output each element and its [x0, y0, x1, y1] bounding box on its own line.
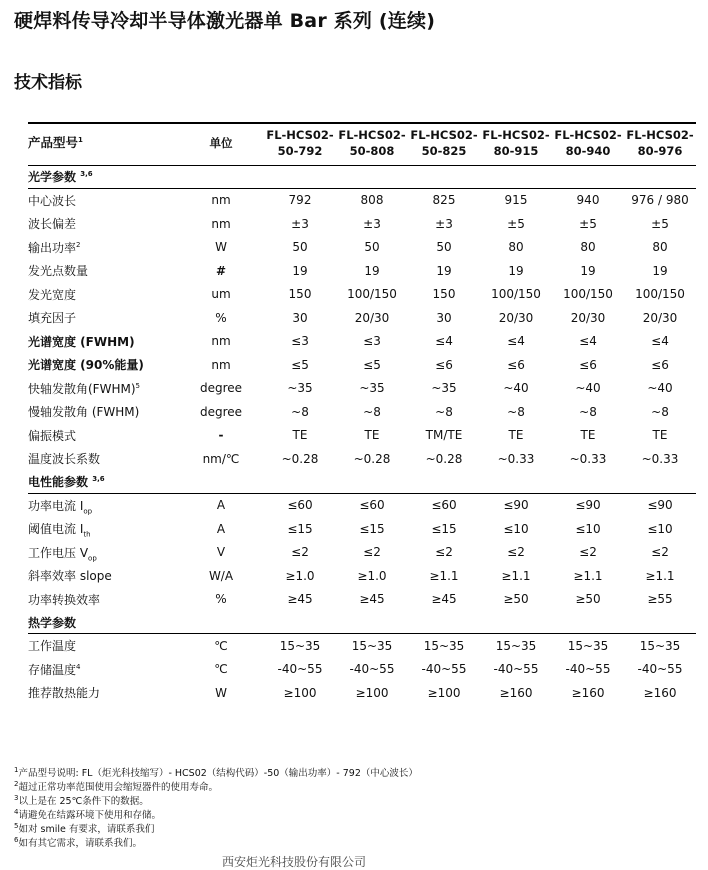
footnote [14, 837, 418, 851]
value-cell: 20/30 [570, 310, 606, 325]
value-cell: ~8 [651, 404, 669, 419]
value-cell: 19 [364, 263, 380, 278]
param-label-text: 输出功率 [28, 240, 77, 255]
param-label [28, 353, 178, 377]
unit-cell: nm [211, 334, 231, 349]
value-cell: 19 [580, 263, 596, 278]
table-row [28, 517, 696, 541]
unit-cell: ℃ [214, 662, 228, 677]
group-header-row [28, 471, 696, 494]
value-cell: ≤5 [363, 357, 381, 372]
group-label-text: 热学参数 [28, 615, 77, 630]
param-label-text: 阈值电流 I [28, 522, 84, 537]
model-line2: 50-825 [421, 144, 467, 159]
value-cell: ≤6 [651, 357, 669, 372]
page-title: 硬焊料传导冷却半导体激光器单 Bar 系列 (连续) [14, 10, 436, 32]
value-cell: ~40 [647, 381, 673, 396]
value-cell: ≤4 [435, 334, 453, 349]
table-row [28, 564, 696, 588]
value-cell: 100/150 [347, 287, 397, 302]
param-label [28, 681, 178, 705]
value-cell: 80 [580, 240, 596, 255]
unit-cell: degree [199, 404, 243, 419]
param-label [28, 259, 178, 283]
table-row [28, 424, 696, 448]
value-cell: 30 [436, 310, 452, 325]
unit-cell: nm/℃ [202, 451, 240, 466]
param-label-text: 推荐散热能力 [28, 686, 101, 701]
value-cell: ≤90 [503, 498, 529, 513]
unit-cell: % [215, 592, 227, 607]
footnote-number: 6 [14, 835, 19, 844]
value-cell: -40~55 [277, 662, 323, 677]
footnote-number: 1 [14, 765, 19, 774]
header-unit: 单位 [209, 136, 233, 151]
model-line2: 80-915 [493, 144, 539, 159]
unit-cell: A [216, 521, 226, 536]
footnote [14, 823, 418, 837]
footnote [14, 795, 418, 809]
value-cell: 940 [576, 193, 600, 208]
value-cell: TE [652, 428, 668, 443]
unit-cell: V [216, 545, 226, 560]
value-cell: 15~35 [495, 638, 537, 653]
value-cell: 19 [652, 263, 668, 278]
value-cell: ±3 [435, 216, 453, 231]
value-cell: TE [364, 428, 380, 443]
param-label-text: 发光宽度 [28, 287, 77, 302]
value-cell: 792 [288, 193, 312, 208]
value-cell: ≤6 [579, 357, 597, 372]
table-row [28, 377, 696, 401]
spec-table-body [28, 165, 696, 705]
footnote-text: 产品型号说明: FL（炬光科技缩写）- HCS02（结构代码）-50（输出功率）- 792（中心波长） [18, 768, 418, 779]
header-model-4 [480, 123, 552, 165]
value-cell: 15~35 [279, 638, 321, 653]
value-cell: ≤2 [435, 545, 453, 560]
param-label [28, 493, 178, 517]
group-footnote: 3,6 [92, 475, 105, 483]
model-line1: FL-HCS02- [338, 128, 406, 143]
value-cell: ≥45 [431, 592, 457, 607]
header-row [28, 123, 696, 165]
value-cell: 50 [292, 240, 308, 255]
footnote-number: 2 [14, 779, 19, 788]
value-cell: ~8 [363, 404, 381, 419]
param-label [28, 306, 178, 330]
value-cell: 150 [432, 287, 456, 302]
value-cell: ≥160 [499, 685, 533, 700]
spec-table [28, 122, 696, 705]
value-cell: ≥1.0 [357, 568, 387, 583]
param-label [28, 400, 178, 424]
value-cell: ±5 [651, 216, 669, 231]
group-header-row [28, 611, 696, 634]
value-cell: ≥50 [503, 592, 529, 607]
value-cell: ≤60 [431, 498, 457, 513]
value-cell: ±5 [579, 216, 597, 231]
table-row [28, 259, 696, 283]
model-line2: 80-940 [565, 144, 611, 159]
table-row [28, 541, 696, 565]
footnote-text: 以上是在 25℃条件下的数据。 [18, 796, 149, 807]
value-cell: ≤15 [431, 521, 457, 536]
value-cell: -40~55 [421, 662, 467, 677]
value-cell: ≤2 [579, 545, 597, 560]
group-label [28, 165, 696, 188]
unit-cell: um [211, 287, 231, 302]
value-cell: 100/150 [635, 287, 685, 302]
param-label-text: 慢轴发散角 (FWHM) [28, 405, 140, 420]
value-cell: ≥1.1 [501, 568, 531, 583]
value-cell: ~35 [359, 381, 385, 396]
value-cell: 20/30 [354, 310, 390, 325]
footnote-number: 5 [14, 821, 19, 830]
value-cell: 20/30 [642, 310, 678, 325]
footnote-text: 如对 smile 有要求，请联系我们 [18, 824, 155, 835]
value-cell: 19 [508, 263, 524, 278]
param-label-text: 功率电流 I [28, 498, 84, 513]
model-line1: FL-HCS02- [554, 128, 622, 143]
value-cell: ≥45 [359, 592, 385, 607]
param-label [28, 564, 178, 588]
value-cell: ≤15 [359, 521, 385, 536]
value-cell: ~0.33 [641, 451, 679, 466]
value-cell: 50 [436, 240, 452, 255]
footnote [14, 809, 418, 823]
value-cell: ≤2 [363, 545, 381, 560]
value-cell: TM/TE [425, 428, 463, 443]
param-label [28, 283, 178, 307]
group-label-text: 电性能参数 [28, 475, 89, 489]
footer-text: 西安炬光科技股份有限公司 [222, 855, 367, 869]
param-label-text: 存储温度 [28, 662, 77, 677]
header-model-2 [336, 123, 408, 165]
value-cell: TE [580, 428, 596, 443]
param-footnote: 5 [135, 381, 140, 390]
value-cell: ≤2 [507, 545, 525, 560]
value-cell: ≥100 [355, 685, 389, 700]
value-cell: ≥1.1 [429, 568, 459, 583]
param-label-text: 快轴发散角(FWHM) [28, 381, 136, 396]
table-row [28, 306, 696, 330]
param-label-text: 光谱宽度 (90%能量) [28, 358, 144, 373]
group-label [28, 611, 696, 634]
footnote-text: 如有其它需求，请联系我们。 [18, 838, 142, 849]
table-row [28, 188, 696, 212]
param-label-text: 发光点数量 [28, 264, 89, 279]
header-model-6 [624, 123, 696, 165]
param-label [28, 447, 178, 471]
value-cell: 15~35 [567, 638, 609, 653]
value-cell: 50 [364, 240, 380, 255]
table-row [28, 634, 696, 658]
value-cell: 15~35 [423, 638, 465, 653]
param-subscript: op [83, 507, 93, 516]
value-cell: ~0.33 [569, 451, 607, 466]
param-label [28, 588, 178, 612]
param-label-text: 工作温度 [28, 639, 77, 654]
param-label [28, 188, 178, 212]
model-line2: 80-976 [637, 144, 683, 159]
param-label-text: 填充因子 [28, 311, 77, 326]
value-cell: 15~35 [351, 638, 393, 653]
header-model-5 [552, 123, 624, 165]
section-title: 技术指标 [14, 73, 82, 93]
value-cell: TE [508, 428, 524, 443]
value-cell: 80 [652, 240, 668, 255]
value-cell: 825 [432, 193, 456, 208]
value-cell: -40~55 [349, 662, 395, 677]
group-label [28, 471, 696, 494]
param-label [28, 658, 178, 682]
header-param [28, 123, 178, 165]
value-cell: 150 [288, 287, 312, 302]
table-row [28, 353, 696, 377]
param-label-text: 偏振模式 [28, 428, 77, 443]
value-cell: ~40 [575, 381, 601, 396]
model-line1: FL-HCS02- [482, 128, 550, 143]
header-model-1 [264, 123, 336, 165]
value-cell: TE [292, 428, 308, 443]
unit-cell: % [215, 310, 227, 325]
value-cell: 100/150 [563, 287, 613, 302]
table-row [28, 588, 696, 612]
table-row [28, 236, 696, 260]
table-row [28, 330, 696, 354]
param-subscript: op [88, 554, 97, 563]
unit-cell: # [215, 263, 227, 278]
model-line1: FL-HCS02- [410, 128, 478, 143]
value-cell: ≤6 [435, 357, 453, 372]
value-cell: ~0.33 [497, 451, 535, 466]
value-cell: ≤6 [507, 357, 525, 372]
footnote [14, 781, 418, 795]
unit-cell: ℃ [214, 638, 228, 653]
table-row [28, 400, 696, 424]
param-label-text: 光谱宽度 (FWHM) [28, 334, 135, 349]
value-cell: ~0.28 [353, 451, 391, 466]
footnote-number: 4 [14, 807, 19, 816]
value-cell: ~8 [291, 404, 309, 419]
value-cell: 100/150 [491, 287, 541, 302]
param-label [28, 377, 178, 401]
value-cell: 30 [292, 310, 308, 325]
value-cell: ≥1.0 [285, 568, 315, 583]
header-param-label: 产品型号 [28, 135, 79, 151]
header-param-footnote: 1 [78, 136, 83, 145]
value-cell: ~35 [287, 381, 313, 396]
value-cell: ≥160 [571, 685, 605, 700]
value-cell: 20/30 [498, 310, 534, 325]
value-cell: ≥50 [575, 592, 601, 607]
value-cell: ≤4 [579, 334, 597, 349]
param-footnote: 4 [76, 662, 81, 671]
param-label-text: 波长偏差 [28, 217, 77, 232]
param-label-text: 工作电压 V [28, 545, 89, 560]
footnote-text: 超过正常功率范围使用会缩短器件的使用寿命。 [18, 782, 218, 793]
table-row [28, 681, 696, 705]
footnote-number: 3 [14, 793, 19, 802]
unit-cell: W/A [208, 568, 234, 583]
value-cell: ≥100 [427, 685, 461, 700]
value-cell: ≤3 [291, 334, 309, 349]
unit-cell: W [215, 240, 227, 255]
value-cell: ≥100 [283, 685, 317, 700]
param-label [28, 517, 178, 541]
value-cell: 15~35 [639, 638, 681, 653]
param-label [28, 541, 178, 565]
param-label [28, 424, 178, 448]
value-cell: ≤4 [651, 334, 669, 349]
value-cell: ≤10 [647, 521, 673, 536]
unit-cell: nm [211, 357, 231, 372]
param-footnote: 2 [76, 240, 81, 249]
value-cell: ≤90 [575, 498, 601, 513]
value-cell: ~0.28 [281, 451, 319, 466]
value-cell: ≤15 [287, 521, 313, 536]
value-cell: ≤4 [507, 334, 525, 349]
value-cell: ≥1.1 [573, 568, 603, 583]
model-line1: FL-HCS02- [626, 128, 694, 143]
value-cell: ~8 [579, 404, 597, 419]
value-cell: 808 [360, 193, 384, 208]
table-row [28, 658, 696, 682]
footnote-text: 请避免在结露环境下使用和存储。 [18, 810, 161, 821]
value-cell: ±3 [291, 216, 309, 231]
unit-cell: W [215, 685, 227, 700]
value-cell: ≤10 [503, 521, 529, 536]
param-label [28, 330, 178, 354]
value-cell: ≥55 [647, 592, 673, 607]
value-cell: ≥45 [287, 592, 313, 607]
value-cell: ≥1.1 [645, 568, 675, 583]
value-cell: ~0.28 [425, 451, 463, 466]
model-line2: 50-808 [349, 144, 395, 159]
value-cell: 80 [508, 240, 524, 255]
value-cell: ≤60 [359, 498, 385, 513]
table-row [28, 493, 696, 517]
model-line1: FL-HCS02- [266, 128, 334, 143]
value-cell: 976 / 980 [631, 193, 689, 208]
spec-table-header [28, 123, 696, 165]
param-subscript: th [83, 530, 91, 539]
footnotes [14, 767, 418, 851]
unit-cell: nm [211, 193, 231, 208]
value-cell: ≤3 [363, 334, 381, 349]
value-cell: -40~55 [565, 662, 611, 677]
value-cell: ~8 [507, 404, 525, 419]
value-cell: ~40 [503, 381, 529, 396]
param-label [28, 634, 178, 658]
group-header-row [28, 165, 696, 188]
model-line2: 50-792 [277, 144, 323, 159]
value-cell: ~35 [431, 381, 457, 396]
value-cell: 19 [436, 263, 452, 278]
value-cell: ≥160 [643, 685, 677, 700]
unit-cell: - [218, 428, 224, 443]
footnote [14, 767, 418, 781]
value-cell: ≤2 [291, 545, 309, 560]
value-cell: ≤10 [575, 521, 601, 536]
value-cell: -40~55 [493, 662, 539, 677]
value-cell: ≤90 [647, 498, 673, 513]
group-label-text: 光学参数 [28, 170, 77, 184]
param-label-text: 斜率效率 slope [28, 569, 112, 584]
group-footnote: 3,6 [80, 170, 93, 178]
value-cell: ±5 [507, 216, 525, 231]
value-cell: ≤2 [651, 545, 669, 560]
table-row [28, 447, 696, 471]
param-label-text: 功率转换效率 [28, 592, 101, 607]
unit-cell: A [216, 498, 226, 513]
header-model-3 [408, 123, 480, 165]
value-cell: ≤60 [287, 498, 313, 513]
param-label [28, 212, 178, 236]
param-label-text: 温度波长系数 [28, 452, 101, 467]
value-cell: ≤5 [291, 357, 309, 372]
value-cell: -40~55 [637, 662, 683, 677]
table-row [28, 283, 696, 307]
value-cell: 915 [504, 193, 528, 208]
unit-cell: degree [199, 381, 243, 396]
param-label-text: 中心波长 [28, 193, 77, 208]
table-row [28, 212, 696, 236]
value-cell: ~8 [435, 404, 453, 419]
value-cell: ±3 [363, 216, 381, 231]
unit-cell: nm [211, 216, 231, 231]
param-label [28, 236, 178, 260]
value-cell: 19 [292, 263, 308, 278]
